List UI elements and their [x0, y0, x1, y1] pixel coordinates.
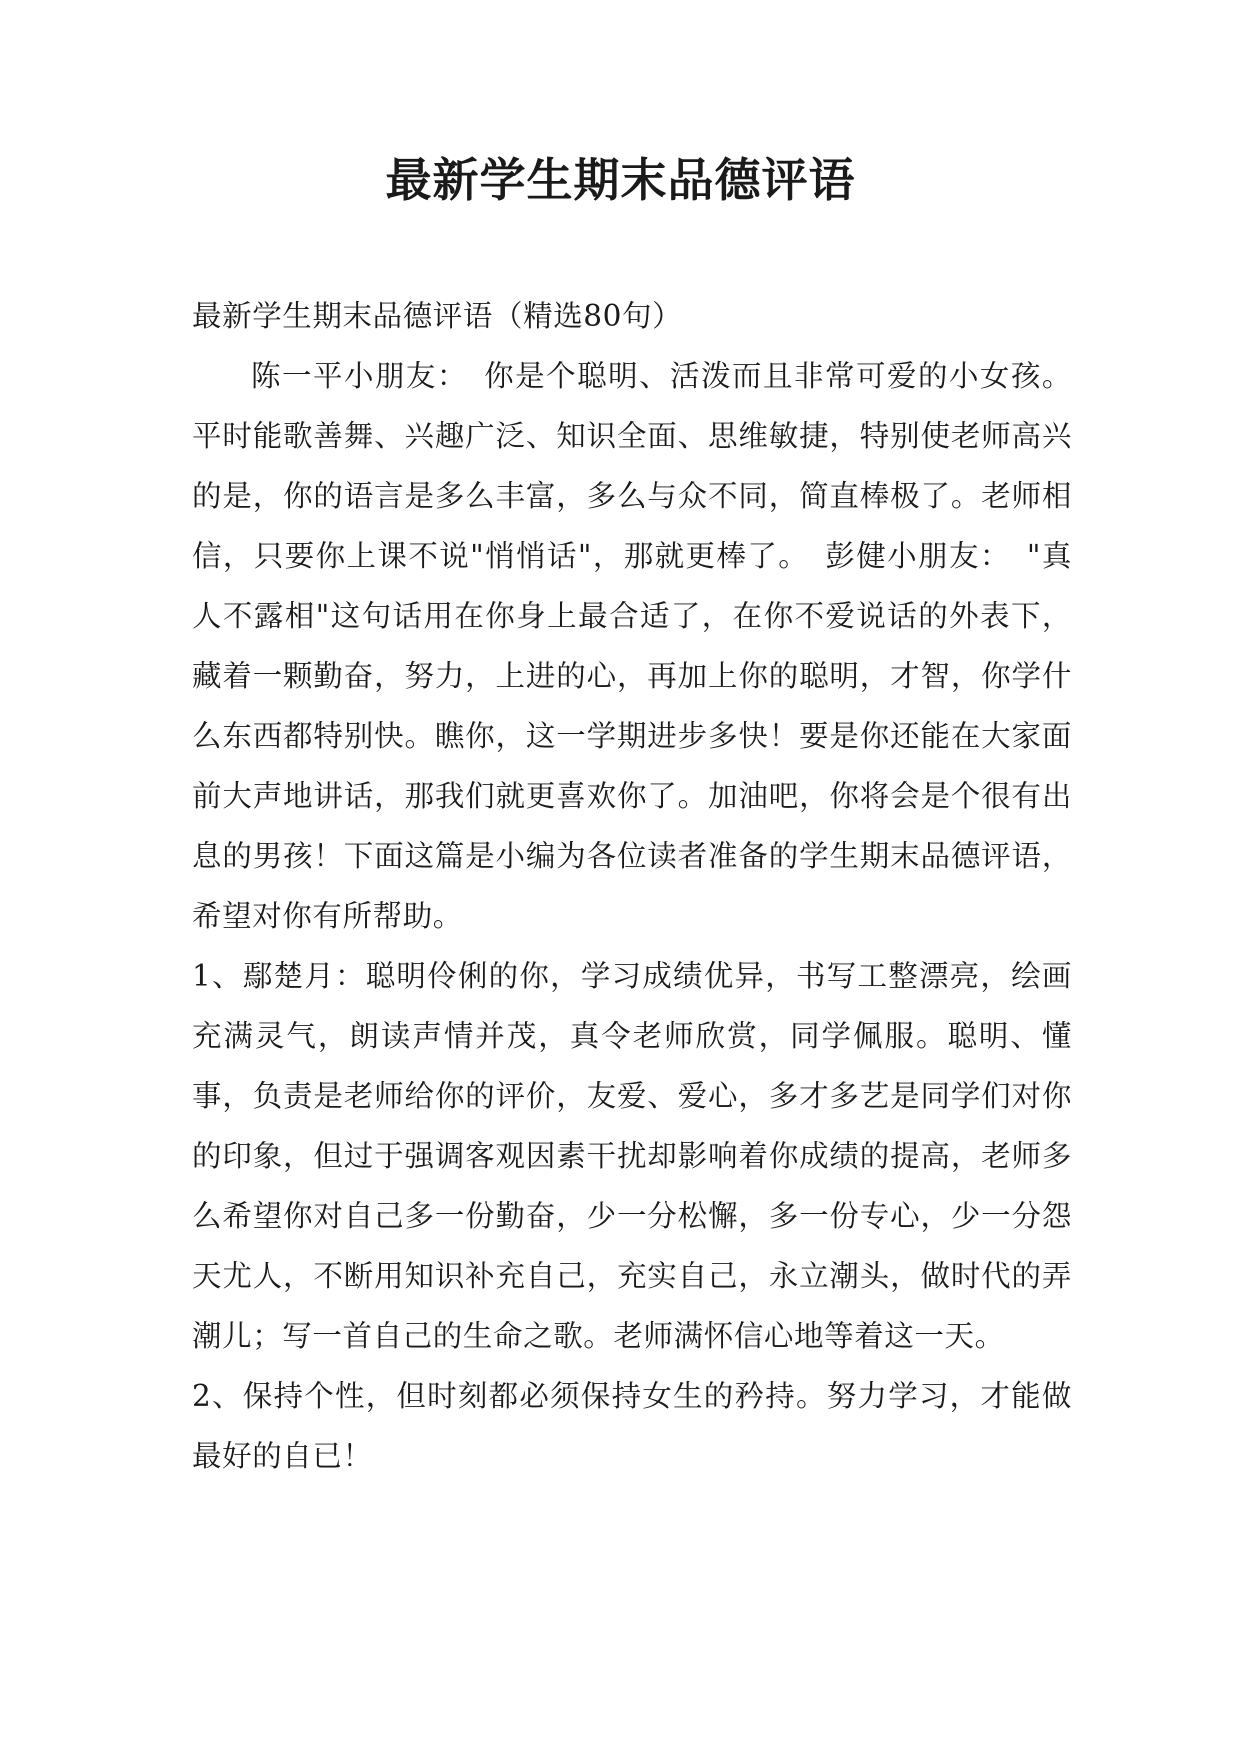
comment-item-2: 2、保持个性，但时刻都必须保持女生的矜持。努力学习，才能做最好的自已！	[192, 1379, 1072, 1473]
comment-item-1: 1、鄢楚月：聪明伶俐的你，学习成绩优异，书写工整漂亮，绘画充满灵气，朗读声情并茂，真令老师欣赏，同学佩服。聪明、懂事，负责是老师给你的评价，友爱、爱心，多才多艺是同学们对你的印象，但过于强调客观因素干扰却影响着你成绩的提高，老师多么希望你对自己多一份勤奋，少一分松懈，多一份专心，少一分怨天尤人，不断用知识补充自己，充实自己，永立潮头，做时代的弄潮儿；写一首自己的生命之歌。老师满怀信心地等着这一天。	[192, 959, 1072, 1353]
document-subtitle: 最新学生期末品德评语（精选80句）	[192, 299, 683, 333]
document-body	[192, 286, 1072, 1486]
document-title: 最新学生期末品德评语	[385, 153, 856, 207]
intro-paragraph: 陈一平小朋友： 你是个聪明、活泼而且非常可爱的小女孩。平时能歌善舞、兴趣广泛、知识全面、思维敏捷，特别使老师高兴的是，你的语言是多么丰富，多么与众不同，简直棒极了。老师相信，只要你上课不说"悄悄话"，那就更棒了。 彭健小朋友： "真人不露相"这句话用在你身上最合适了，在你不爱说话的外表下，藏着一颗勤奋，努力，上进的心，再加上你的聪明，才智，你学什么东西都特别快。瞧你，这一学期进步多快！要是你还能在大家面前大声地讲话，那我们就更喜欢你了。加油吧，你将会是个很有出息的男孩！下面这篇是小编为各位读者准备的学生期末品德评语，希望对你有所帮助。	[192, 359, 1072, 933]
